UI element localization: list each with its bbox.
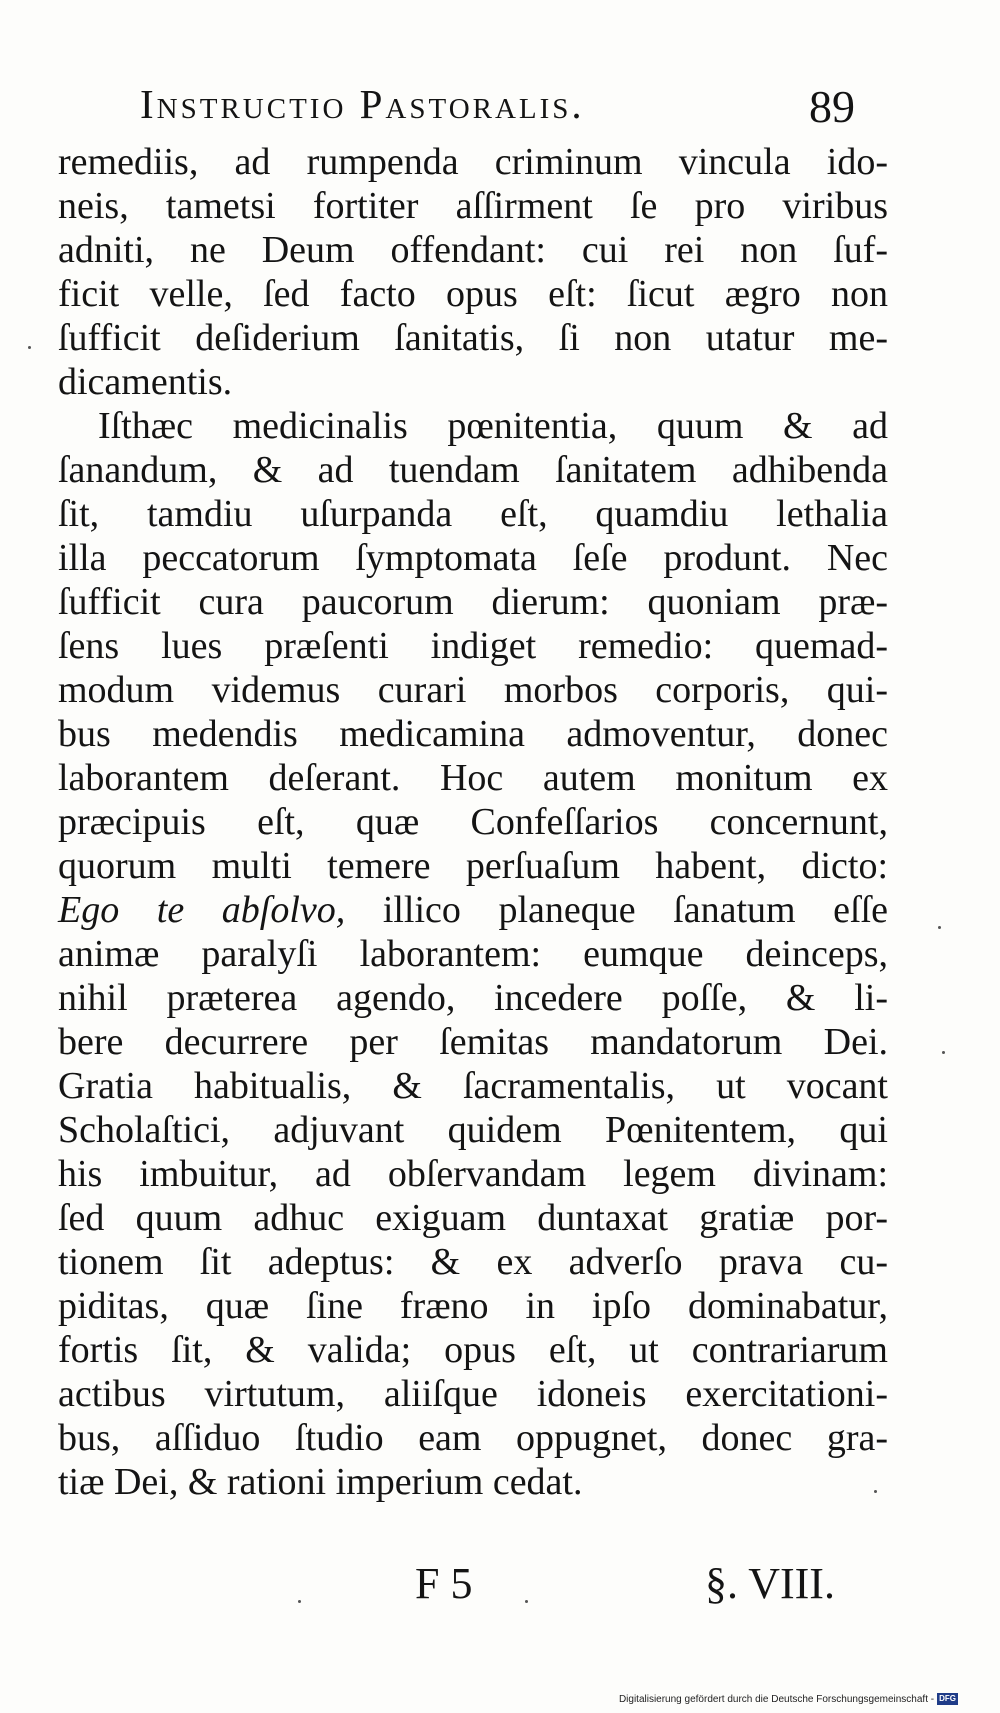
text-line: piditas, quæ ſine fræno in ipſo dominabatur, bbox=[58, 1285, 888, 1327]
paper-speck bbox=[525, 1600, 528, 1603]
text-line: his imbuitur, ad obſervandam legem divinam: bbox=[58, 1153, 888, 1195]
italic-phrase: Ego te abſolvo, bbox=[58, 889, 346, 931]
text-line: nihil præterea agendo, incedere poſſe, & li- bbox=[58, 977, 888, 1019]
text-line: bus medendis medicamina admoventur, donec bbox=[58, 713, 888, 755]
text-line: Scholaſtici, adjuvant quidem Pœnitentem, qui bbox=[58, 1109, 888, 1151]
dfg-logo-icon: DFG bbox=[939, 1694, 956, 1703]
body-text bbox=[58, 140, 888, 1504]
text-line: ficit velle, ſed facto opus eſt: ſicut ægro non bbox=[58, 273, 888, 315]
text-line: actibus virtutum, aliiſque idoneis exercitationi- bbox=[58, 1373, 888, 1415]
paper-speck bbox=[942, 1051, 945, 1054]
text-line: bere decurrere per ſemitas mandatorum Dei. bbox=[58, 1021, 888, 1063]
text-line: ſens lues præſenti indiget remedio: quemad- bbox=[58, 625, 888, 667]
text-line: dicamentis. bbox=[58, 361, 233, 403]
text-line: præcipuis eſt, quæ Confeſſarios concernunt, bbox=[58, 801, 888, 843]
text-line: quorum multi temere perſuaſum habent, dicto: bbox=[58, 845, 888, 887]
text-line: animæ paralyſi laborantem: eumque deinceps, bbox=[58, 933, 888, 975]
text-line: fortis ſit, & valida; opus eſt, ut contrariarum bbox=[58, 1329, 888, 1371]
text-line: adniti, ne Deum offendant: cui rei non ſuf- bbox=[58, 229, 888, 271]
signature-mark: F 5 bbox=[415, 1559, 473, 1608]
text-line: ſit, tamdiu uſurpanda eſt, quamdiu lethalia bbox=[58, 493, 888, 535]
text-line: remediis, ad rumpenda criminum vincula ido- bbox=[58, 141, 888, 183]
page-number: 89 bbox=[809, 81, 855, 132]
text-line: ſed quum adhuc exiguam duntaxat gratiæ por- bbox=[58, 1197, 888, 1239]
text-line: illa peccatorum ſymptomata ſeſe produnt. Nec bbox=[58, 537, 888, 579]
running-title: Instructio Pastoralis. bbox=[140, 81, 585, 127]
text-line: ſufficit deſiderium ſanitatis, ſi non utatur me- bbox=[58, 317, 888, 359]
page-footer bbox=[0, 1558, 1000, 1618]
text-line: bus, aſſiduo ſtudio eam oppugnet, donec gra- bbox=[58, 1417, 888, 1459]
paper-speck bbox=[874, 1490, 877, 1493]
text-line-with-italic bbox=[58, 888, 888, 932]
text-line-rest: illico planeque ſanatum eſſe bbox=[382, 889, 888, 931]
text-line: tiæ Dei, & rationi imperium cedat. bbox=[58, 1461, 583, 1503]
catchword: §. VIII. bbox=[705, 1559, 835, 1608]
text-line: neis, tametsi fortiter aſſirment ſe pro viribus bbox=[58, 185, 888, 227]
page-header bbox=[140, 80, 855, 140]
text-line: modum videmus curari morbos corporis, qui- bbox=[58, 669, 888, 711]
text-line: laborantem deſerant. Hoc autem monitum ex bbox=[58, 757, 888, 799]
text-line: ſanandum, & ad tuendam ſanitatem adhibenda bbox=[58, 449, 888, 491]
text-line: Gratia habitualis, & ſacramentalis, ut vocant bbox=[58, 1065, 888, 1107]
paper-speck bbox=[298, 1600, 301, 1603]
text-line: tionem ſit adeptus: & ex adverſo prava cu- bbox=[58, 1241, 888, 1283]
paper-speck bbox=[28, 346, 31, 349]
paper-speck bbox=[938, 926, 941, 929]
text-line: Iſthæc medicinalis pœnitentia, quum & ad bbox=[98, 405, 888, 447]
digitization-credit bbox=[619, 1693, 958, 1705]
credit-text: Digitalisierung gefördert durch die Deutsche Forschungsgemeinschaft - bbox=[618, 1693, 935, 1705]
text-line: ſufficit cura paucorum dierum: quoniam præ- bbox=[58, 581, 888, 623]
